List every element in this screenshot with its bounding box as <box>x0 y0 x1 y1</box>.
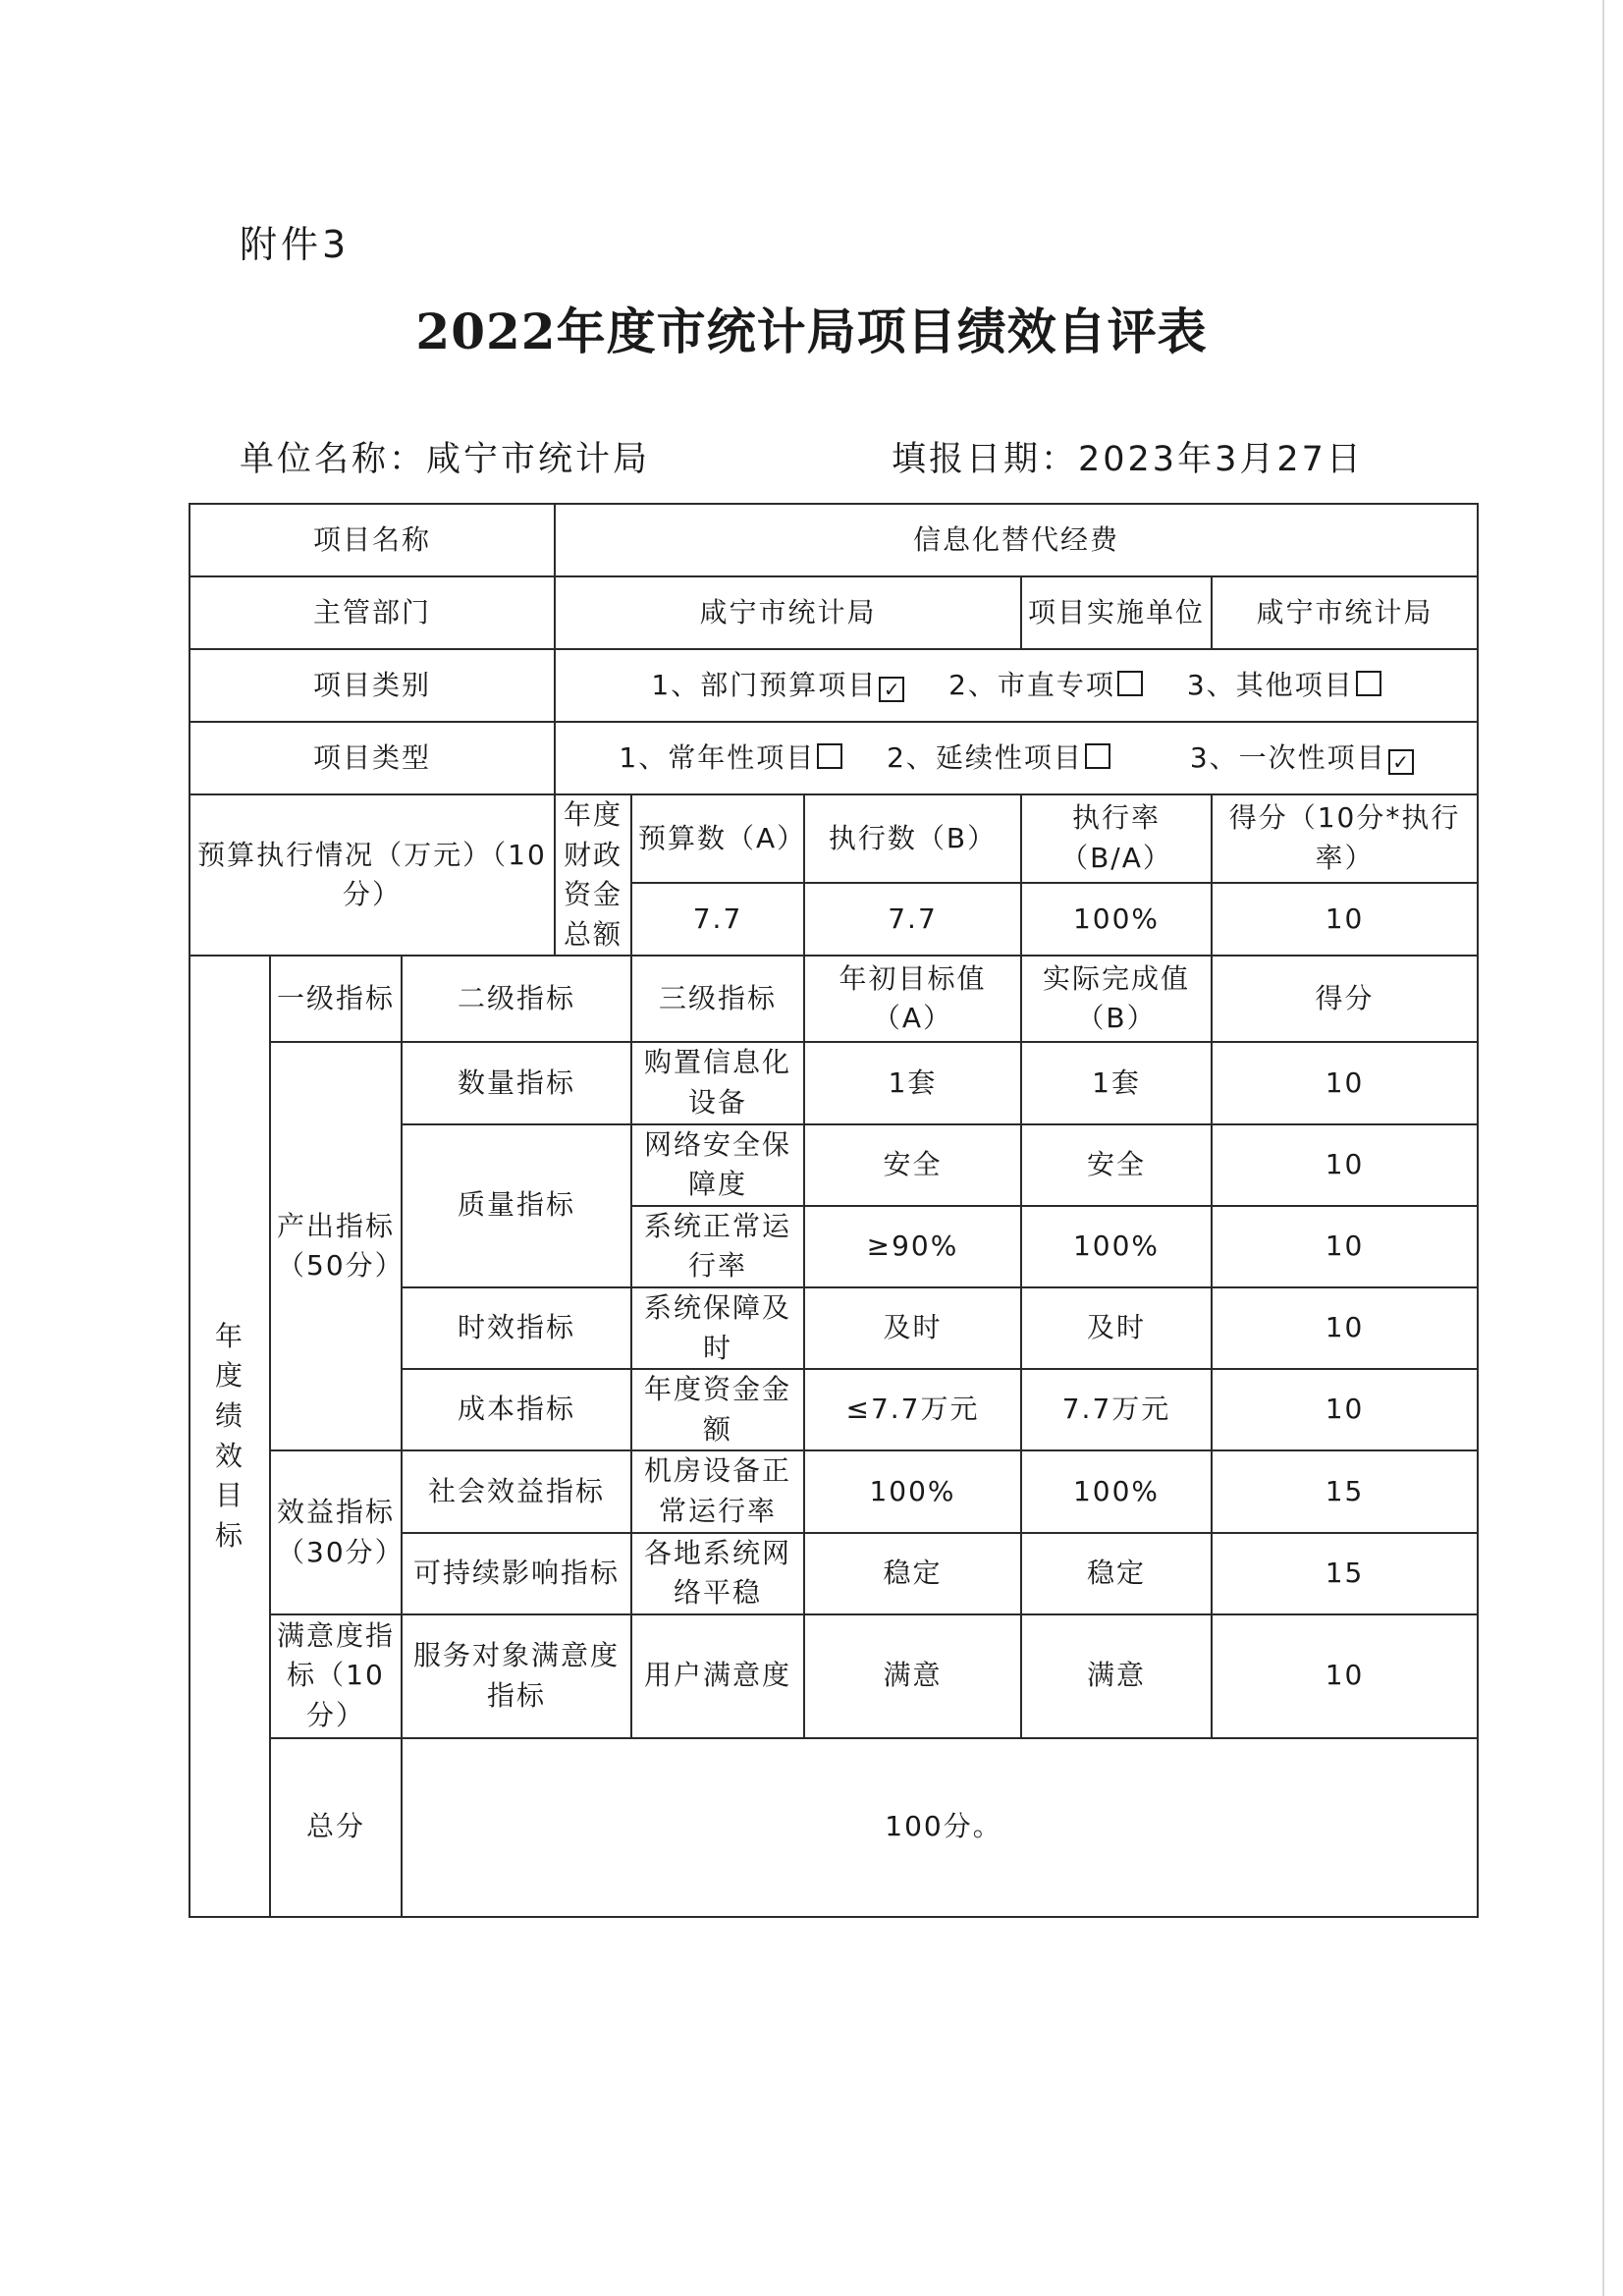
target-cell: 安全 <box>804 1124 1021 1206</box>
actual-cell: 满意 <box>1021 1614 1212 1738</box>
checkbox-empty-icon[interactable] <box>817 743 842 769</box>
level3-cell: 购置信息化设备 <box>631 1042 804 1123</box>
checkbox-checked-icon[interactable]: ✓ <box>879 677 904 702</box>
score-cell: 10 <box>1212 1042 1478 1123</box>
type-option: 3、一次性项目 <box>1189 740 1386 774</box>
rate-value: 100% <box>1021 883 1212 956</box>
col-score-header: 得分 <box>1212 956 1478 1042</box>
category-option: 2、市直专项 <box>948 668 1115 701</box>
table-row <box>189 1450 1478 1532</box>
actual-cell: 及时 <box>1021 1287 1212 1369</box>
group-satisfaction-label: 满意度指标（10分） <box>270 1614 402 1738</box>
level2-cell: 时效指标 <box>402 1287 631 1369</box>
target-cell: 及时 <box>804 1287 1021 1369</box>
level2-cell: 成本指标 <box>402 1369 631 1450</box>
target-cell: ≥90% <box>804 1206 1021 1287</box>
budget-col-budget: 预算数（A） <box>631 794 804 883</box>
project-name-row <box>189 504 1478 576</box>
type-row <box>189 722 1478 794</box>
total-row <box>189 1738 1478 1917</box>
executed-value: 7.7 <box>804 883 1021 956</box>
col-level1-header: 一级指标 <box>270 956 402 1042</box>
category-row <box>189 649 1478 722</box>
actual-cell: 安全 <box>1021 1124 1212 1206</box>
checkbox-empty-icon[interactable] <box>1356 671 1381 696</box>
indicator-header-row <box>189 956 1478 1042</box>
level2-cell: 社会效益指标 <box>402 1450 631 1532</box>
group-benefit-label: 效益指标（30分） <box>270 1450 402 1613</box>
target-cell: ≤7.7万元 <box>804 1369 1021 1450</box>
actual-cell: 7.7万元 <box>1021 1369 1212 1450</box>
score-cell: 10 <box>1212 1287 1478 1369</box>
category-option: 3、其他项目 <box>1186 668 1354 701</box>
budget-section-label: 预算执行情况（万元）（10分） <box>189 794 555 956</box>
category-option: 1、部门预算项目 <box>651 668 878 701</box>
level3-cell: 用户满意度 <box>631 1614 804 1738</box>
level3-cell: 网络安全保障度 <box>631 1124 804 1206</box>
actual-cell: 100% <box>1021 1206 1212 1287</box>
category-options <box>555 649 1478 722</box>
level3-cell: 系统保障及时 <box>631 1287 804 1369</box>
score-cell: 10 <box>1212 1124 1478 1206</box>
group-output-label: 产出指标（50分） <box>270 1042 402 1450</box>
col-actual-header: 实际完成值（B） <box>1021 956 1212 1042</box>
level3-cell: 各地系统网络平稳 <box>631 1533 804 1614</box>
actual-cell: 1套 <box>1021 1042 1212 1123</box>
budget-header-row <box>189 794 1478 883</box>
actual-cell: 稳定 <box>1021 1533 1212 1614</box>
page-title: 2022年度市统计局项目绩效自评表 <box>415 302 1208 360</box>
actual-cell: 100% <box>1021 1450 1212 1532</box>
type-option: 2、延续性项目 <box>887 740 1083 774</box>
score-cell: 10 <box>1212 1369 1478 1450</box>
target-cell: 100% <box>804 1450 1021 1532</box>
target-cell: 满意 <box>804 1614 1021 1738</box>
level2-cell: 数量指标 <box>402 1042 631 1123</box>
level2-cell: 可持续影响指标 <box>402 1533 631 1614</box>
col-target-header: 年初目标值（A） <box>804 956 1021 1042</box>
table-row <box>189 1042 1478 1123</box>
budget-total-label: 年度财政资金总额 <box>555 794 631 956</box>
budget-value: 7.7 <box>631 883 804 956</box>
target-cell: 1套 <box>804 1042 1021 1123</box>
checkbox-checked-icon[interactable]: ✓ <box>1388 749 1414 775</box>
score-cell: 15 <box>1212 1450 1478 1532</box>
budget-score-value: 10 <box>1212 883 1478 956</box>
budget-col-executed: 执行数（B） <box>804 794 1021 883</box>
type-options <box>555 722 1478 794</box>
category-label: 项目类别 <box>189 649 555 722</box>
project-name-value: 信息化替代经费 <box>555 504 1478 576</box>
score-cell: 10 <box>1212 1206 1478 1287</box>
col-level3-header: 三级指标 <box>631 956 804 1042</box>
checkbox-empty-icon[interactable] <box>1085 743 1110 769</box>
project-name-label: 项目名称 <box>189 504 555 576</box>
department-value: 咸宁市统计局 <box>555 576 1021 649</box>
fill-date-line: 填报日期：2023年3月27日 <box>892 440 1364 479</box>
budget-col-rate: 执行率（B/A） <box>1021 794 1212 883</box>
indicator-section-label: 年 度 绩 效 目 标 <box>189 956 270 1916</box>
checkbox-empty-icon[interactable] <box>1117 671 1143 696</box>
score-cell: 10 <box>1212 1614 1478 1738</box>
level2-cell: 质量指标 <box>402 1124 631 1287</box>
implementer-value: 咸宁市统计局 <box>1212 576 1478 649</box>
level2-cell: 服务对象满意度指标 <box>402 1614 631 1738</box>
type-label: 项目类型 <box>189 722 555 794</box>
unit-name-line: 单位名称：咸宁市统计局 <box>240 440 651 479</box>
table-row <box>189 1614 1478 1738</box>
level3-cell: 年度资金金额 <box>631 1369 804 1450</box>
implementer-label: 项目实施单位 <box>1021 576 1212 649</box>
col-level2-header: 二级指标 <box>402 956 631 1042</box>
level3-cell: 机房设备正常运行率 <box>631 1450 804 1532</box>
level3-cell: 系统正常运行率 <box>631 1206 804 1287</box>
department-label: 主管部门 <box>189 576 555 649</box>
score-cell: 15 <box>1212 1533 1478 1614</box>
total-value: 100分。 <box>402 1738 1478 1917</box>
target-cell: 稳定 <box>804 1533 1021 1614</box>
total-label: 总分 <box>270 1738 402 1917</box>
budget-col-score: 得分（10分*执行率） <box>1212 794 1478 883</box>
attachment-label: 附件3 <box>240 223 351 266</box>
evaluation-table <box>189 503 1479 1918</box>
type-option: 1、常年性项目 <box>619 740 816 774</box>
department-row <box>189 576 1478 649</box>
